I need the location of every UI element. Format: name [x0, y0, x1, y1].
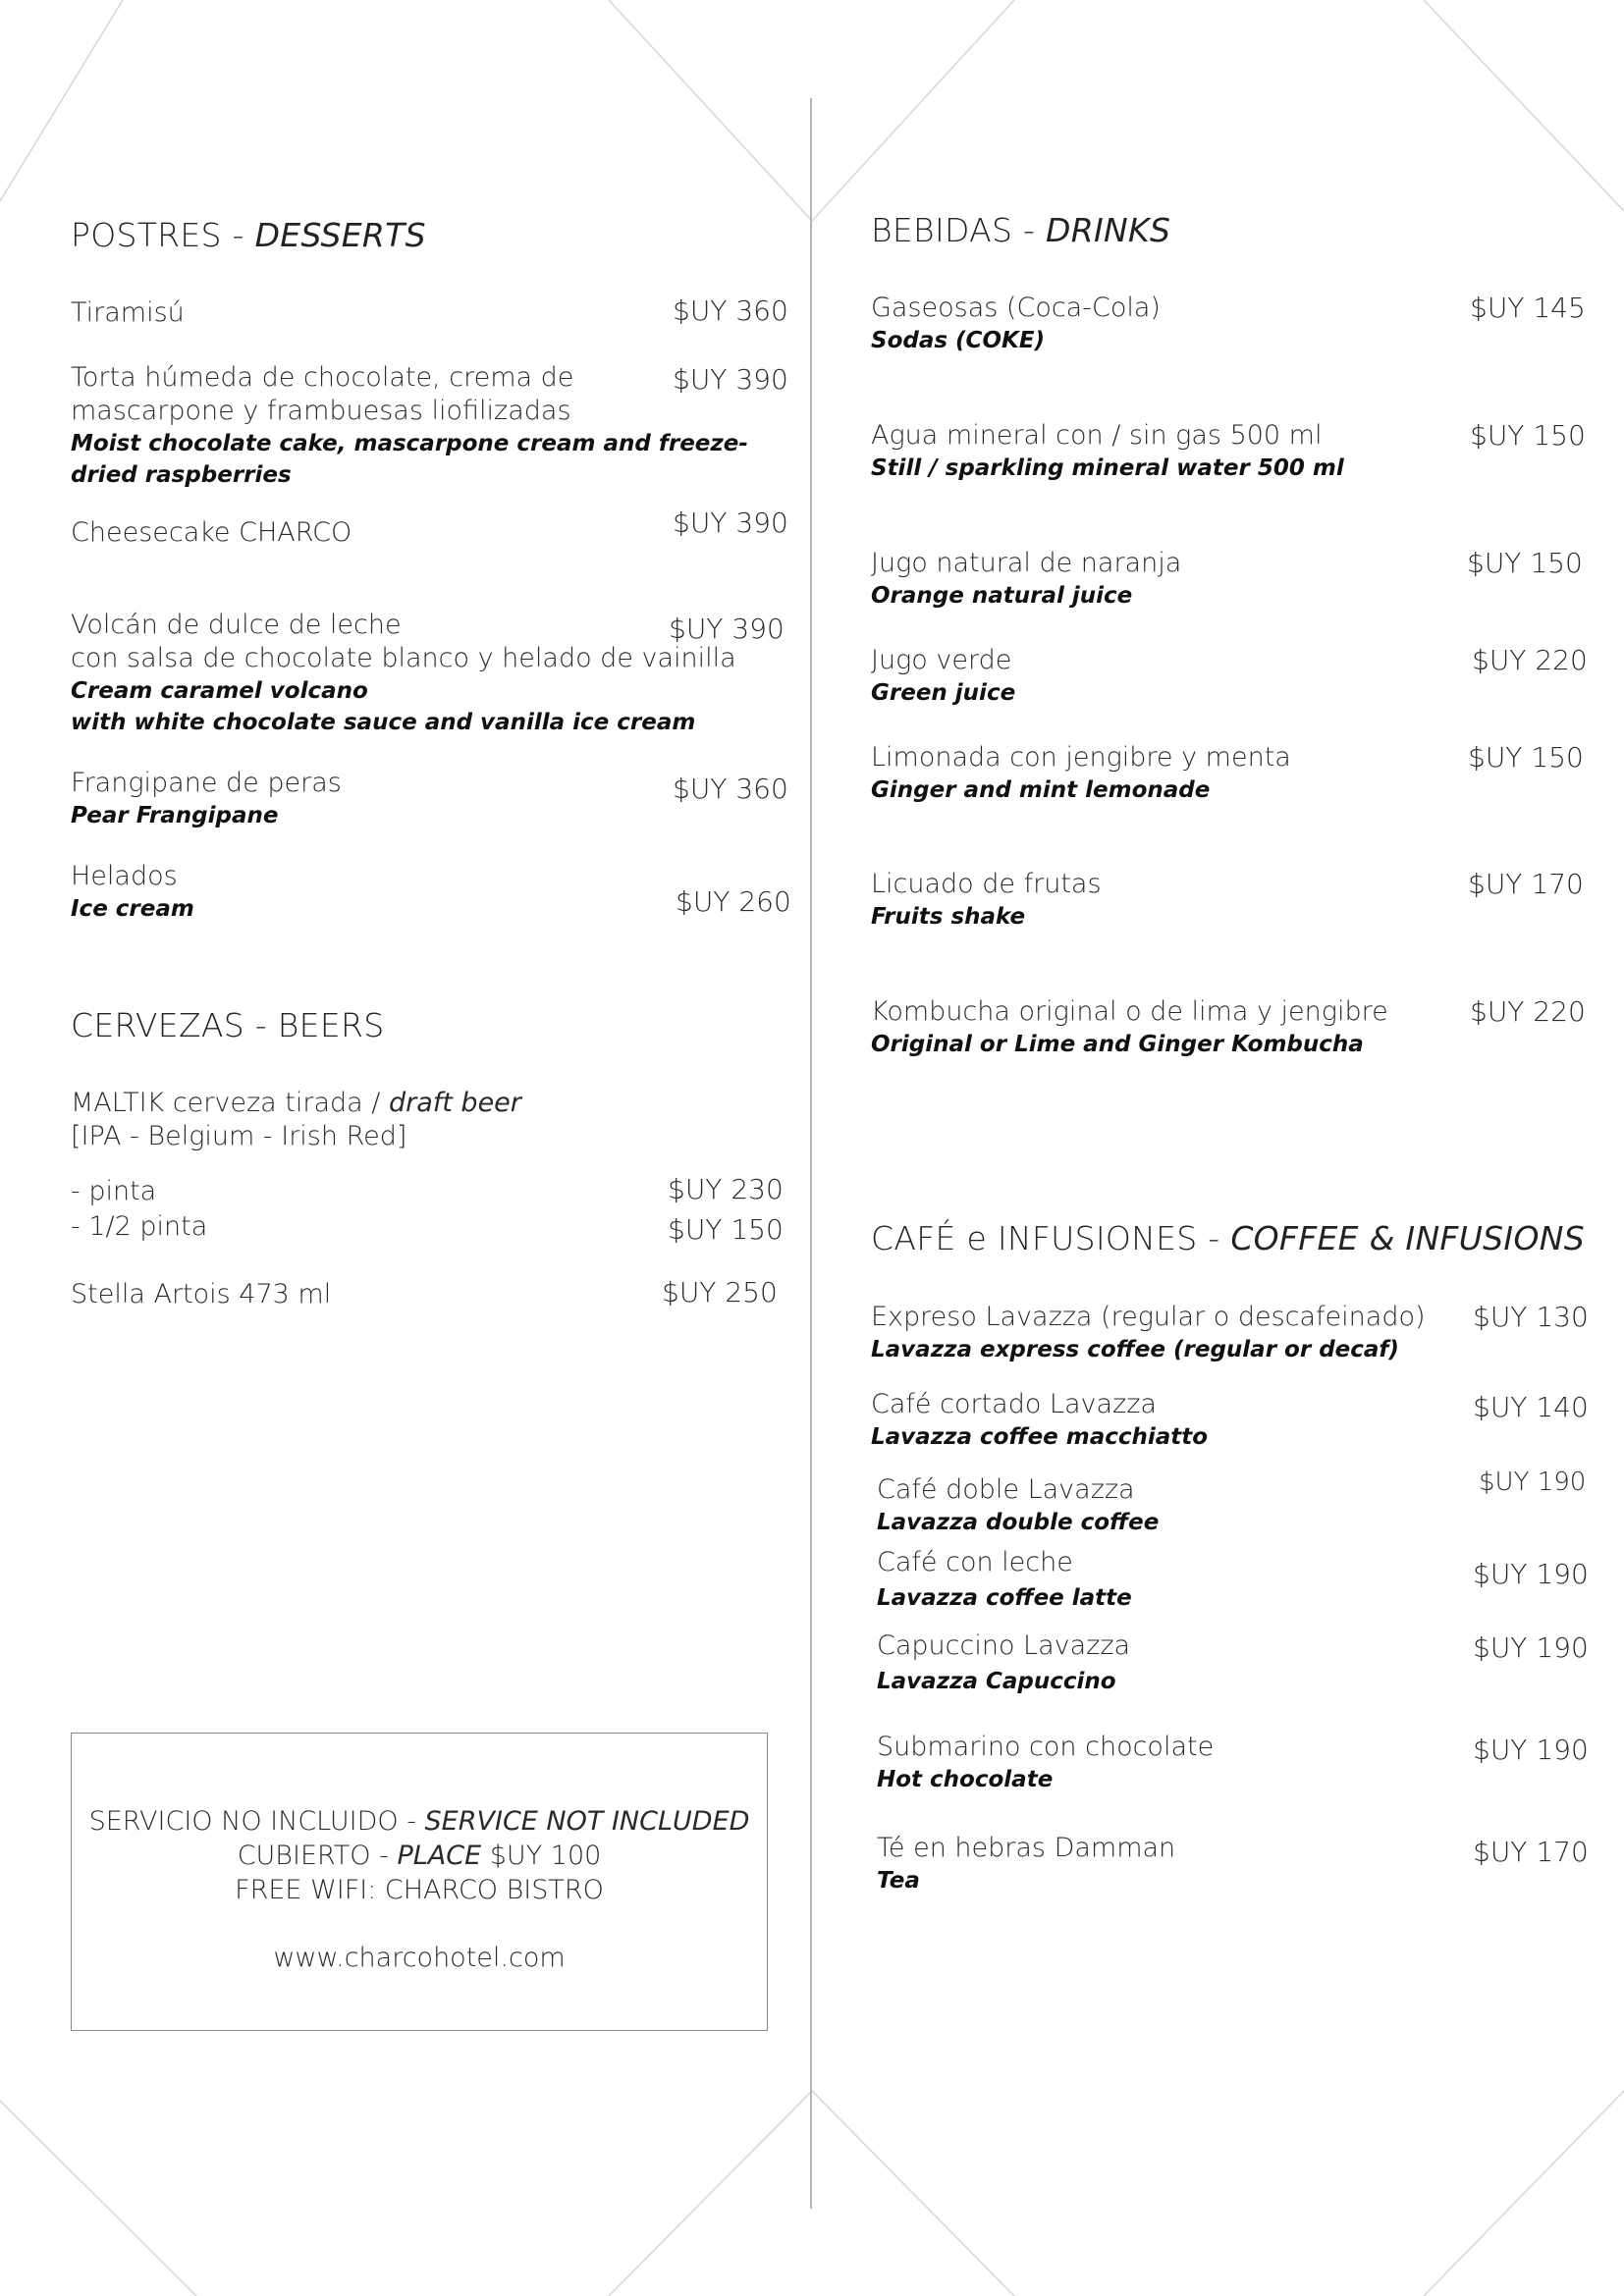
drink-name-en: Sodas (COKE): [871, 328, 1046, 353]
dessert-name-en: dried raspberries: [71, 462, 292, 488]
drink-price: $UY 220: [1470, 995, 1586, 1028]
desserts-title-es: POSTRES -: [71, 216, 255, 254]
dessert-name-en: Ice cream: [71, 896, 194, 922]
dessert-name: Cheesecake CHARCO: [71, 517, 352, 548]
cover-charge: CUBIERTO - PLACE $UY 100: [237, 1841, 602, 1871]
dessert-item-tiramisu: [71, 296, 185, 330]
drink-item: [871, 644, 1015, 709]
drinks-title-en: DRINKS: [1046, 211, 1171, 249]
beer-item-stella: Stella Artois 473 ml: [71, 1279, 332, 1309]
drink-item: [871, 547, 1181, 612]
drink-name-en: Green juice: [871, 680, 1016, 706]
coffee-name: Submarino con chocolate: [877, 1732, 1215, 1762]
dessert-item-chocolate-cake: [71, 361, 748, 491]
beer-item-half-pinta: - 1/2 pinta: [71, 1211, 208, 1242]
coffee-price: $UY 170: [1473, 1836, 1589, 1868]
coffee-name: Café doble Lavazza: [877, 1474, 1135, 1505]
dessert-item-frangipane: [71, 767, 342, 831]
drink-name-en: Orange natural juice: [871, 583, 1133, 609]
coffee-name-en: Lavazza double coffee: [877, 1510, 1160, 1535]
drink-item: [871, 292, 1161, 356]
dessert-name-en: Moist chocolate cake, mascarpone cream and freeze-: [71, 431, 748, 456]
beer-maltik-en: draft beer: [388, 1088, 521, 1118]
coffee-price: $UY 190: [1479, 1468, 1587, 1497]
beer-price: $UY 230: [668, 1173, 784, 1205]
coffee-price: $UY 130: [1473, 1301, 1589, 1333]
coffee-title: [871, 1219, 1585, 1257]
drink-name: Jugo natural de naranja: [871, 548, 1182, 578]
coffee-name-en: Hot chocolate: [877, 1767, 1054, 1792]
beer-maltik: [71, 1087, 521, 1153]
drink-item: [871, 995, 1388, 1060]
coffee-name-en: Tea: [877, 1868, 920, 1894]
beer-price: $UY 250: [662, 1276, 778, 1308]
dessert-price: $UY 260: [676, 885, 791, 918]
coffee-item: [877, 1473, 1159, 1538]
dessert-name: mascarpone y frambuesas liofilizadas: [71, 396, 571, 426]
drink-price: $UY 220: [1472, 644, 1588, 676]
beer-item-pinta: - pinta: [71, 1176, 157, 1206]
drink-name: Jugo verde: [871, 645, 1012, 675]
coffee-price: $UY 190: [1473, 1558, 1589, 1590]
beer-maltik-name: MALTIK cerveza tirada /: [71, 1088, 389, 1118]
service-not-included: SERVICIO NO INCLUIDO - SERVICE NOT INCLUDED: [88, 1806, 750, 1837]
free-wifi: FREE WIFI: CHARCO BISTRO: [235, 1875, 604, 1905]
dessert-price: $UY 390: [673, 363, 788, 396]
drink-name: Agua mineral con / sin gas 500 ml: [871, 420, 1323, 451]
coffee-item: [877, 1546, 1132, 1614]
drink-name: Limonada con jengibre y menta: [871, 742, 1291, 773]
coffee-item: [871, 1388, 1208, 1453]
coffee-item: [877, 1832, 1175, 1896]
drink-name-en: Still / sparkling mineral water 500 ml: [871, 455, 1344, 481]
beer-price: $UY 150: [668, 1213, 784, 1246]
coffee-price: $UY 190: [1473, 1631, 1589, 1664]
drink-item: [871, 419, 1344, 484]
dessert-item-helados: [71, 860, 194, 925]
drinks-title-es: BEBIDAS -: [871, 211, 1047, 249]
drink-price: $UY 170: [1468, 868, 1584, 900]
drink-name: Licuado de frutas: [871, 869, 1102, 899]
dessert-item-cheesecake: [71, 516, 352, 550]
dessert-name-en: with white chocolate sauce and vanilla ice cream: [71, 710, 696, 735]
center-fold: [810, 98, 812, 2209]
coffee-price: $UY 190: [1473, 1734, 1589, 1766]
dessert-price: $UY 360: [673, 773, 788, 805]
drink-name: Kombucha original o de lima y jengibre: [871, 996, 1388, 1027]
desserts-title-en: DESSERTS: [254, 216, 426, 254]
dessert-name: con salsa de chocolate blanco y helado de vainilla: [71, 643, 736, 673]
dessert-name: Helados: [71, 861, 178, 891]
coffee-name-en: Lavazza coffee latte: [877, 1585, 1132, 1611]
coffee-name: Té en hebras Damman: [877, 1833, 1176, 1863]
dessert-name: Volcán de dulce de leche: [71, 610, 402, 640]
coffee-price: $UY 140: [1473, 1391, 1589, 1423]
drink-price: $UY 150: [1470, 419, 1586, 452]
dessert-price: $UY 360: [673, 294, 788, 327]
coffee-item: [877, 1629, 1130, 1697]
desserts-title: [71, 216, 426, 254]
coffee-item: [877, 1731, 1214, 1795]
dessert-name-en: Pear Frangipane: [71, 803, 279, 828]
drink-price: $UY 150: [1467, 547, 1583, 579]
beer-maltik-styles: [IPA - Belgium - Irish Red]: [71, 1121, 407, 1151]
coffee-name-en: Lavazza express coffee (regular or decaf): [871, 1337, 1399, 1362]
coffee-item: [871, 1301, 1426, 1365]
coffee-name: Café con leche: [877, 1547, 1073, 1577]
dessert-name: Torta húmeda de chocolate, crema de: [71, 362, 574, 393]
dessert-name: Frangipane de peras: [71, 768, 342, 798]
dessert-item-volcan: [71, 609, 736, 738]
coffee-title-es: CAFÉ e INFUSIONES -: [871, 1219, 1231, 1257]
drink-name-en: Ginger and mint lemonade: [871, 777, 1211, 803]
drink-name: Gaseosas (Coca-Cola): [871, 293, 1161, 323]
coffee-name-en: Lavazza Capuccino: [877, 1669, 1116, 1694]
beers-title: CERVEZAS - BEERS: [71, 1006, 385, 1044]
drink-name-en: Fruits shake: [871, 904, 1026, 930]
dessert-price: $UY 390: [673, 507, 788, 539]
coffee-name: Café cortado Lavazza: [871, 1389, 1157, 1419]
drink-price: $UY 150: [1468, 741, 1584, 774]
dessert-name: Tiramisú: [71, 297, 185, 328]
coffee-name: Capuccino Lavazza: [877, 1630, 1131, 1661]
dessert-name-en: Cream caramel volcano: [71, 678, 368, 704]
drinks-title: [871, 211, 1170, 249]
coffee-name: Expreso Lavazza (regular o descafeinado): [871, 1302, 1426, 1332]
drink-price: $UY 145: [1470, 292, 1586, 324]
drink-item: [871, 868, 1102, 933]
drink-name-en: Original or Lime and Ginger Kombucha: [871, 1032, 1364, 1057]
coffee-name-en: Lavazza coffee macchiatto: [871, 1424, 1209, 1450]
dessert-price: $UY 390: [669, 613, 785, 645]
drink-item: [871, 741, 1291, 806]
coffee-title-en: COFFEE & INFUSIONS: [1230, 1219, 1585, 1257]
website-link[interactable]: www.charcohotel.com: [273, 1943, 566, 1973]
service-notice-box: [71, 1733, 768, 2031]
